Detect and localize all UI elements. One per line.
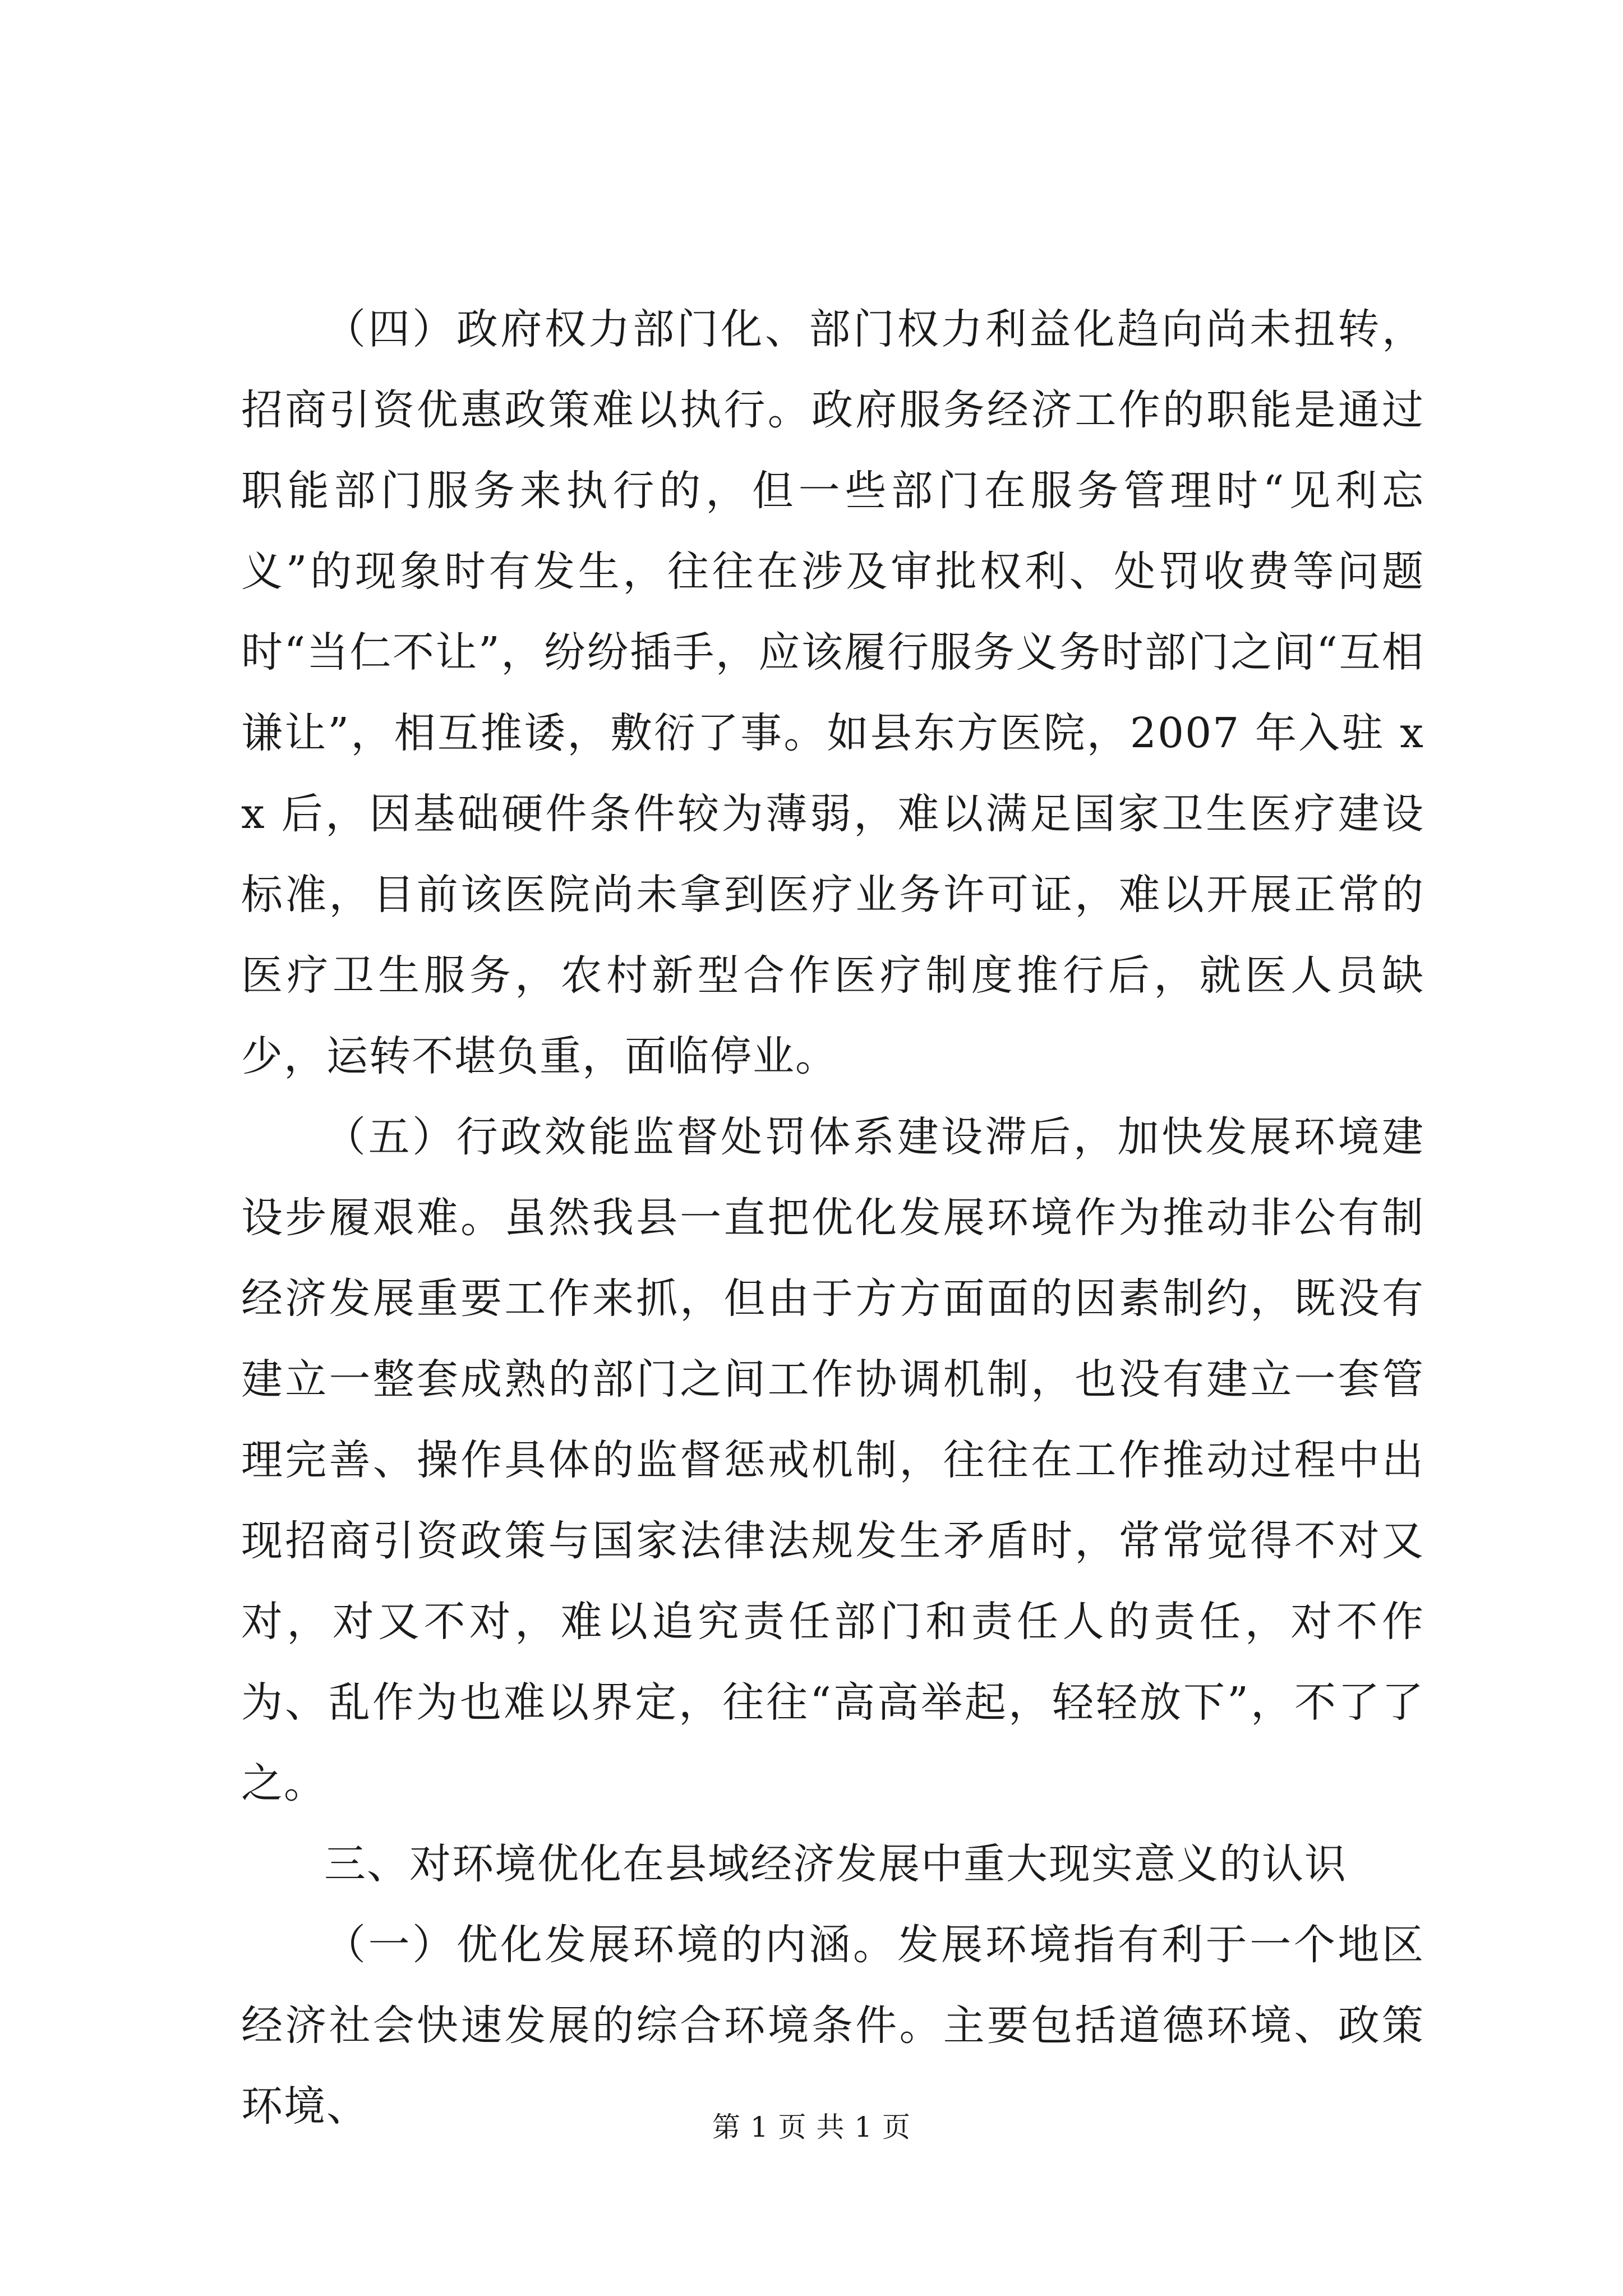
paragraph-section-5: （五）行政效能监督处罚体系建设滞后，加快发展环境建设步履艰难。虽然我县一直把优化发展环境作为推动非公有制经济发展重要工作来抓，但由于方方面面的因素制约，既没有建立一整套成熟的部门之间工作协调机制，也没有建立一套管理完善、操作具体的监督惩戒机制，往往在工作推动过程中出现招商引资政策与国家法律法规发生矛盾时，常常觉得不对又对，对又不对，难以追究责任部门和责任人的责任，对不作为、乱作为也难以界定，往往“高高举起，轻轻放下”，不了了之。: [241, 1113, 1424, 1807]
paragraph-section-3-1: （一）优化发展环境的内涵。发展环境指有利于一个地区经济社会快速发展的综合环境条件。主要包括道德环境、政策环境、: [241, 1921, 1424, 2131]
page-footer: 第 1 页 共 1 页: [712, 2111, 911, 2143]
paragraph-section-4: （四）政府权力部门化、部门权力利益化趋向尚未扭转，招商引资优惠政策难以执行。政府服务经济工作的职能是通过职能部门服务来执行的，但一些部门在服务管理时“见利忘义”的现象时有发生，往往在涉及审批权利、处罚收费等问题时“当仁不让”，纷纷插手，应该履行服务义务时部门之间“互相谦让”，相互推诿，敷衍了事。如县东方医院，2007 年入驻 xx 后，因基础硬件条件较为薄弱，难以满足国家卫生医疗建设标准，目前该医院尚未拿到医疗业务许可证，难以开展正常的医疗卫生服务，农村新型合作医疗制度推行后，就医人员缺少，运转不堪负重，面临停业。: [241, 305, 1424, 1080]
section-heading-3: 三、对环境优化在县域经济发展中重大现实意义的认识: [324, 1840, 1347, 1888]
document-body: [241, 289, 1424, 2147]
